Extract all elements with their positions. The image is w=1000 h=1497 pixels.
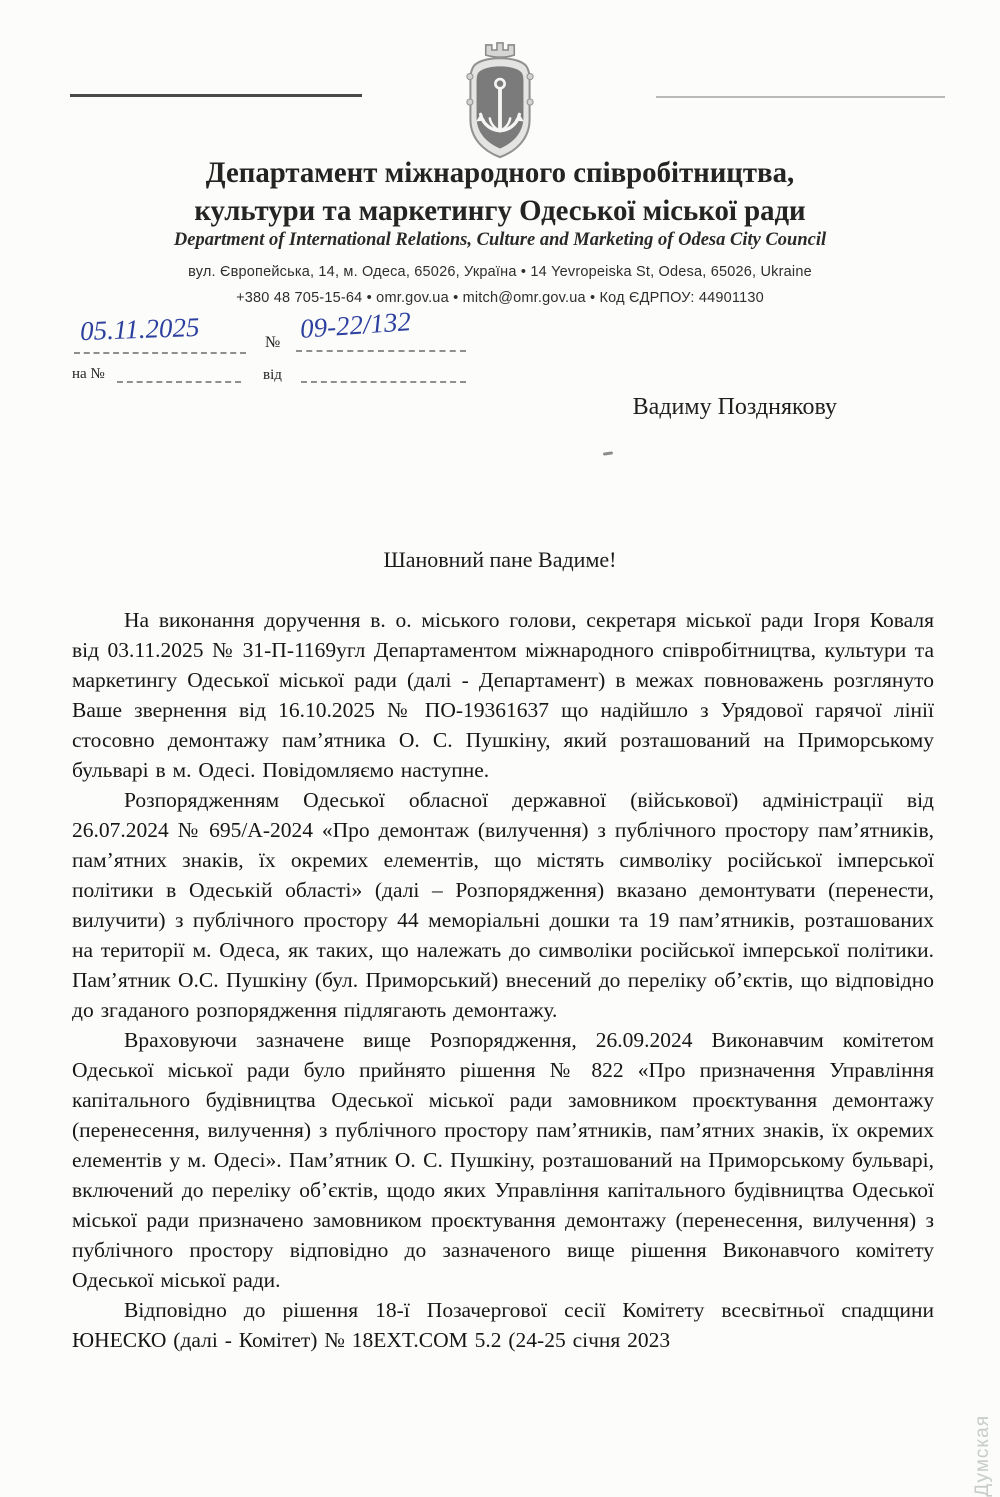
salutation: Шановний пане Вадиме! bbox=[383, 547, 617, 572]
org-name-line2: культури та маркетингу Одеської міської ради bbox=[194, 194, 806, 227]
handwritten-number: 09-22/132 bbox=[299, 306, 412, 344]
number-underline bbox=[296, 349, 466, 352]
odesa-coat-of-arms-emblem bbox=[449, 36, 551, 162]
number-label: № bbox=[265, 334, 281, 351]
paragraph-1: На виконання доручення в. о. міського голови, секретаря міської ради Ігоря Коваля від 03.11.2025 № 31-П-1169угл Департаментом міжнародного співробітництва, культури та маркетингу Одеської міської ради (далі - Департамент) в межах повноважень розглянуто Ваше звернення від 16.10.2025 № ПО-19361637 що надійшло з Урядової гарячої лінії стосовно демонтажу пам’ятника О. С. Пушкіну, який розташований на Приморському бульварі в м. Одесі. Повідомляємо наступне. bbox=[72, 608, 934, 782]
watermark: Думская bbox=[972, 1415, 993, 1497]
crown-icon bbox=[486, 43, 515, 57]
reply-to-underline bbox=[117, 380, 241, 383]
contact-line: +380 48 705-15-64 • omr.gov.ua • mitch@omr.gov.ua • Код ЄДРПОУ: 44901130 bbox=[236, 290, 764, 306]
org-name-english: Department of International Relations, Culture and Marketing of Odesa City Council bbox=[173, 230, 827, 250]
date-underline bbox=[74, 351, 246, 354]
header-rule-left bbox=[70, 94, 362, 97]
paragraph-3: Враховуючи зазначене вище Розпорядження, 26.09.2024 Виконавчим комітетом Одеської міської ради було прийнято рішення № 822 «Про призначення Управління капітального будівництва Одеської міської ради замовником проєктування демонтажу (перенесення, вилучення) з публічного простору пам’ятників, пам’ятних знаків, їх окремих елементів у м. Одесі». Пам’ятник О. С. Пушкіну, розташований на Приморському бульварі, включений до переліку об’єктів, щодо яких Управління капітального будівництва Одеської міської ради призначено замовником проєктування демонтажу (перенесення, вилучення) з публічного простору відповідно до зазначеного вище рішення Виконавчого комітету Одеської міської ради. bbox=[72, 1028, 934, 1292]
address-line: вул. Європейська, 14, м. Одеса, 65026, Україна • 14 Yevropeiska St, Odesa, 65026, Ukraine bbox=[188, 264, 812, 280]
letter-body bbox=[72, 605, 934, 1355]
reply-from-underline bbox=[301, 380, 466, 383]
addressee: Вадиму Позднякову bbox=[632, 394, 837, 420]
paragraph-4: Відповідно до рішення 18-ї Позачергової сесії Комітету всесвітньої спадщини ЮНЕСКО (далі - Комітет) № 18EXT.COM 5.2 (24-25 січня 2023 bbox=[72, 1298, 934, 1352]
org-name-ukrainian bbox=[0, 154, 1000, 230]
paragraph-2: Розпорядженням Одеської обласної державної (військової) адміністрації від 26.07.2024 № 695/А-2024 «Про демонтаж (вилучення) з публічного простору пам’ятників, пам’ятних знаків, їх окремих елементів, що містять символіку російської імперської політики в Одеській області» (далі – Розпорядження) вказано демонтувати (перенести, вилучити) з публічного простору 44 меморіальні дошки та 19 пам’ятників, розташованих на території м. Одеса, як таких, що належать до символіки російської імперської політики. Пам’ятник О.С. Пушкіну (бул. Приморський) внесений до переліку об’єктів, що відповідно до згаданого розпорядження підлягають демонтажу. bbox=[72, 788, 934, 1022]
reply-from-label: від bbox=[263, 367, 282, 383]
header-rule-right bbox=[656, 96, 945, 98]
handwritten-date: 05.11.2025 bbox=[79, 311, 200, 347]
org-name-line1: Департамент міжнародного співробітництва, bbox=[205, 156, 795, 189]
scan-artifact bbox=[603, 451, 613, 455]
reply-to-label: на № bbox=[72, 366, 105, 382]
